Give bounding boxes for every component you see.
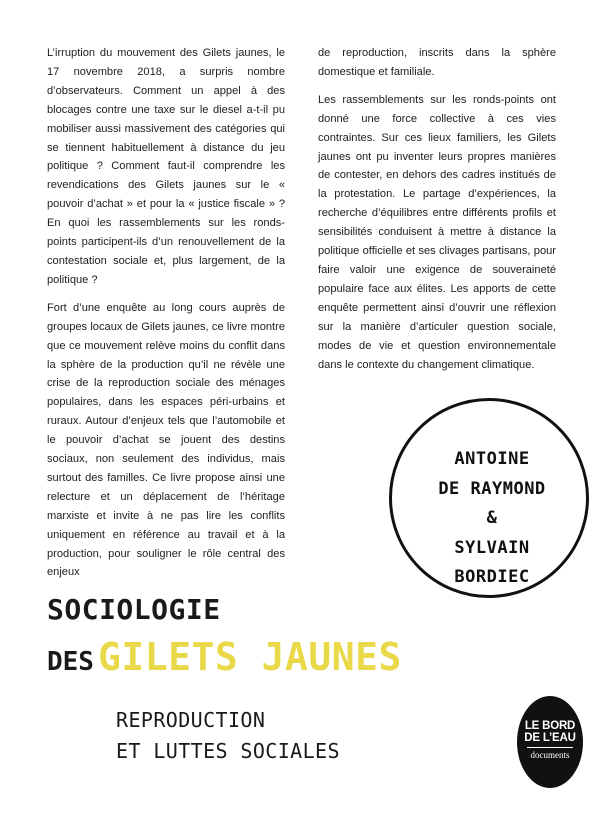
book-title-prefix: DES [47,647,94,677]
paragraph-enquete: Fort d’une enquête au long cours auprès de groupes locaux de Gilets jaunes, ce livre montre que ce mouvement relève moins du conflit dans la sphère de la production qu’il ne révèle une crise de la reproduction sociale des ménages populaires, dans les espaces péri-urbains et ruraux. Autour d’enjeux tels que l’automobile et le pouvoir d’achat se jouent des destins sociaux, non seulement des individus, mais surtout des familles. Ce livre propose ainsi une relecture et un déplacement de l’héritage marxiste et invite à ne pas lire les conflits uniquement en référence au travail et à la production, pour souligner le rôle central des enjeux [47,301,285,579]
subtitle-line-1: REPRODUCTION [116,708,266,732]
book-title-line-2 [47,635,402,679]
author-names [394,445,590,593]
publisher-name-line-1: LE BORD [524,720,576,732]
publisher-logo-text [517,720,583,760]
subtitle-line-2: ET LUTTES SOCIALES [116,739,340,763]
book-title-highlight: GILETS JAUNES [97,635,402,679]
publisher-logo [517,696,583,788]
publisher-collection: documents [530,750,570,760]
author-2-first-name: SYLVAIN [454,537,530,558]
author-1-last-name: DE RAYMOND [438,478,546,499]
paragraph-intro: L’irruption du mouvement des Gilets jaunes, le 17 novembre 2018, a surpris nombre d’observateurs. Comment un appel à des blocages contre une taxe sur le diesel a-t-il pu mobiliser aussi massivement des catégories qui se tiennent habituellement à distance du jeu politique ? Comment faut-il comprendre les revendications des Gilets jaunes sur le « pouvoir d’achat » et pour la « justice fiscale » ? En quoi les rassemblements sur les ronds-points participent-ils d’un renouvellement de la contestation sociale et, plus largement, de la politique ? [47,47,285,286]
book-title-line-1: SOCIOLOGIE [47,593,221,626]
back-cover-text-left-column [47,44,285,591]
author-ampersand: & [486,508,498,528]
paragraph-continuation: de reproduction, inscrits dans la sphère domestique et familiale. [318,47,556,78]
book-subtitle [116,705,340,767]
author-1-first-name: ANTOINE [454,449,530,469]
publisher-logo-divider [527,747,573,748]
author-2-last-name: BORDIEC [454,567,530,587]
paragraph-ronds-points: Les rassemblements sur les ronds-points ont donné une force collective à ces vies contraintes. Sur ces lieux familiers, les Gilets jaunes ont pu inventer leurs propres manières de contester, en dehors des cadres institués de la protestation. Le partage d’expériences, la recherche d’équilibres entre différents profils et sensibilités conduisent à mettre à distance la politique officielle et ses clivages partisans, pour faire valoir une exigence de souveraineté populaire face aux élites. Les apports de cette enquête permettent ainsi d’ouvrir une réflexion sur la manière d’articuler question sociale, modes de vie et question environnementale dans le contexte du changement climatique. [318,93,556,371]
publisher-name-line-2: DE L’EAU [524,732,576,744]
back-cover-text-right-column [318,44,556,383]
